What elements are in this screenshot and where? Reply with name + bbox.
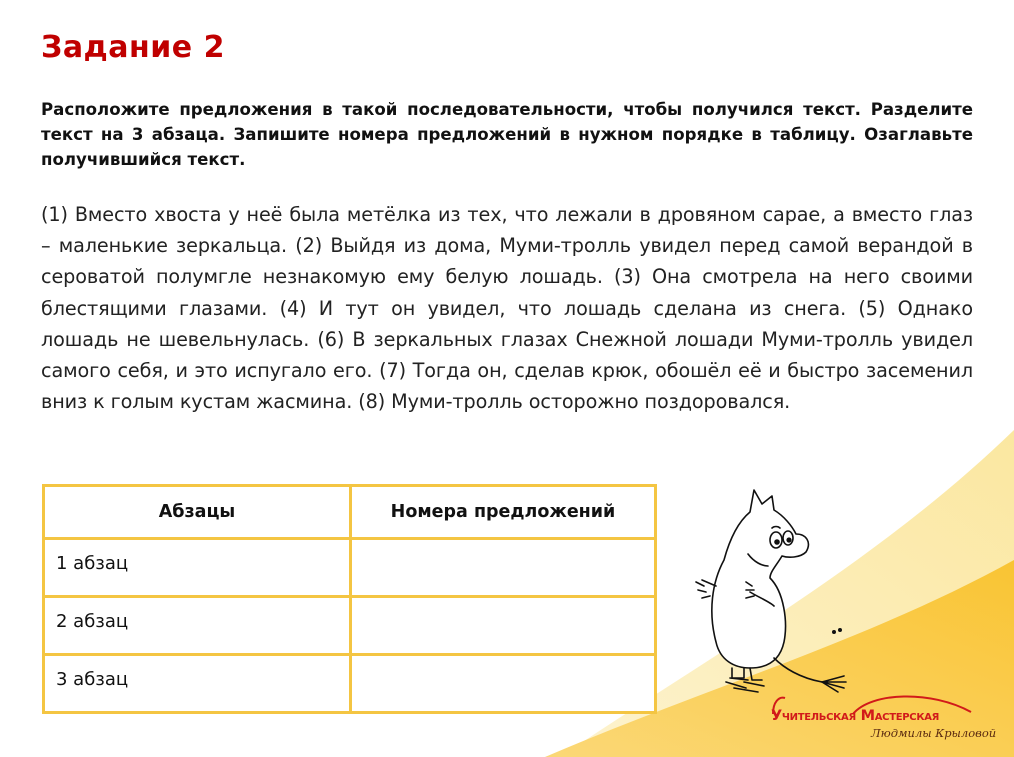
table-header-row — [44, 486, 656, 539]
row-label: 1 абзац — [44, 539, 351, 597]
answer-cell[interactable] — [351, 655, 656, 713]
logo-sub-text: Людмилы Крыловой — [871, 726, 997, 740]
slide-title: Задание 2 — [41, 30, 225, 65]
sentence-passage: (1) Вместо хвоста у неё была метёлка из тех, что лежали в дровяном сарае, а вместо глаз – маленькие зеркальца. (2) Выйдя из дома, Муми-тролль увидел перед самой верандой в сероватой полумгле незнакомую ему белую лошадь. (3) Она смотрела на него своими блестящими глазами. (4) И тут он увидел, что лошадь сделана из снега. (5) Однако лошадь не шевельнулась. (6) В зеркальных глазах Снежной лошади Муми-тролль увидел самого себя, и это испугало его. (7) Тогда он, сделав крюк, обошёл её и быстро засеменил вниз к голым кустам жасмина. (8) Муми-тролль осторожно поздоровался. — [41, 203, 973, 414]
answer-cell[interactable] — [351, 539, 656, 597]
answer-cell[interactable] — [351, 597, 656, 655]
answer-table — [42, 484, 657, 714]
moomin-illustration — [688, 482, 888, 697]
publisher-logo — [771, 688, 997, 744]
row-label: 2 абзац — [44, 597, 351, 655]
header-sentence-numbers: Номера предложений — [351, 486, 656, 539]
table-row — [44, 655, 656, 713]
table-row — [44, 597, 656, 655]
header-paragraphs: Абзацы — [44, 486, 351, 539]
row-label: 3 абзац — [44, 655, 351, 713]
task-instruction: Расположите предложения в такой последовательности, чтобы получился текст. Разделите текст на 3 абзаца. Запишите номера предложений в нужном порядке в таблицу. Озаглавьте получившийся текст. — [41, 100, 973, 169]
table-row — [44, 539, 656, 597]
logo-main-text: Учительская Мастерская — [771, 708, 940, 724]
